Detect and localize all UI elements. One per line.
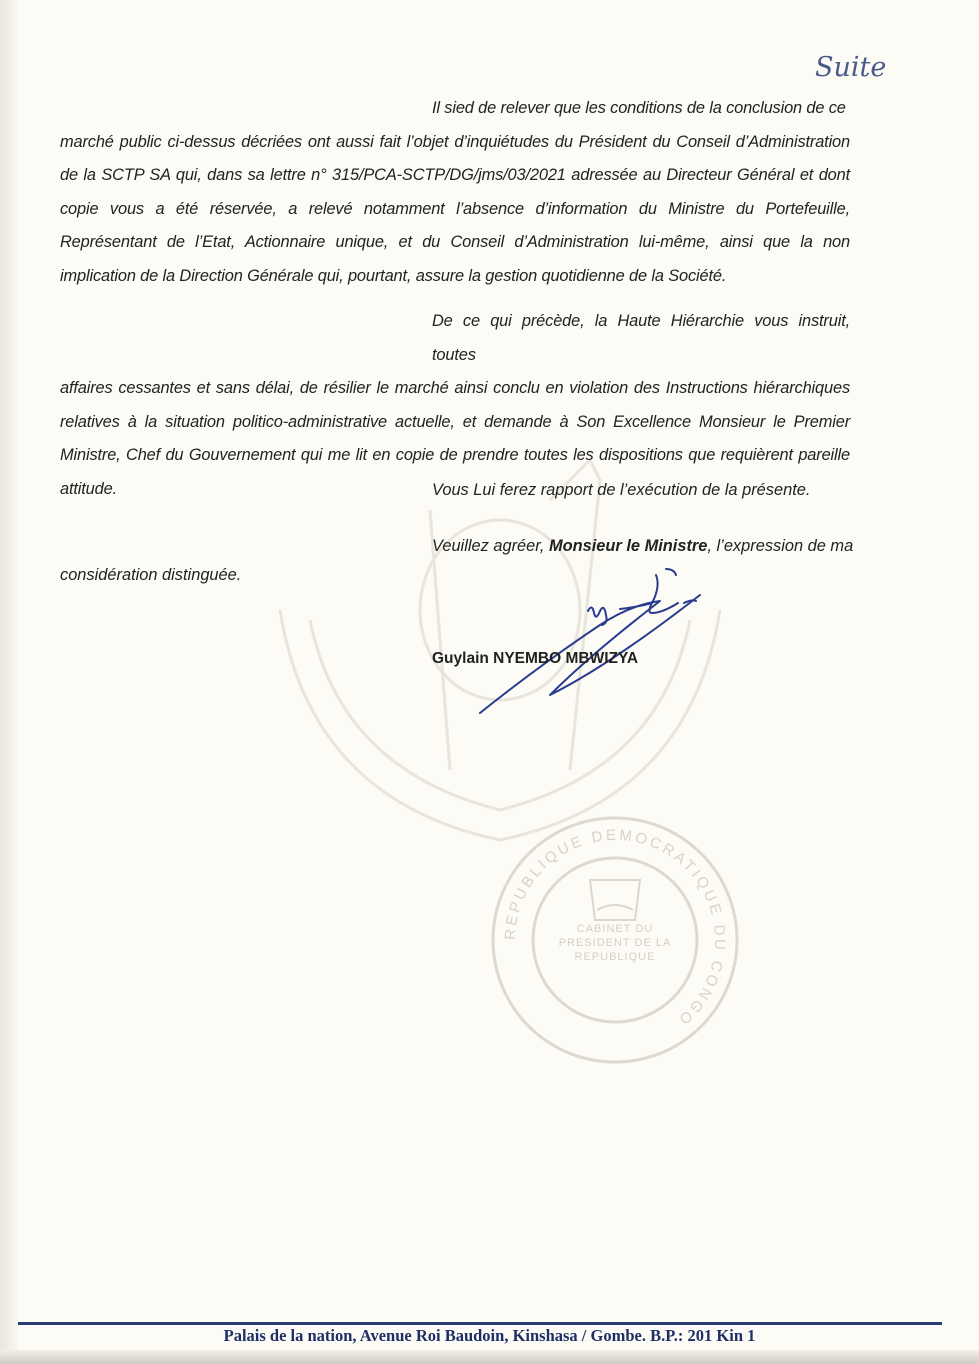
paragraph-1-first-line: Il sied de relever que les conditions de la conclusion de ce — [432, 99, 846, 117]
closing-after: , l’expression de ma — [707, 537, 854, 555]
svg-text:REPUBLIQUE DEMOCRATIQUE DU CON — [502, 827, 728, 1029]
footer-divider — [18, 1322, 942, 1325]
closing-tail: considération distinguée. — [60, 566, 242, 584]
paragraph-1-body: marché public ci-dessus décriées ont aussi fait l’objet d’inquiétudes du Président du Conseil d’Administration de la SCTP SA qui, dans sa lettre n° 315/PCA-SCTP/DG/jms/03/2021 adressée au Directeur Général et dont copie vous a été réservée, a relevé notamment l’absence d’information du Ministre du Portefeuille, Représentant de l’Etat, Actionnaire unique, et du Conseil d’Administration lui-même, ainsi que la non implication de la Direction Générale qui, pourtant, assure la gestion quotidienne de la Société. — [60, 132, 850, 285]
handwritten-signature — [470, 565, 730, 725]
presidential-stamp — [485, 810, 745, 1070]
paragraph-2 — [60, 305, 850, 506]
report-line: Vous Lui ferez rapport de l’exécution de la présente. — [432, 481, 811, 499]
stamp-outer-text: REPUBLIQUE DEMOCRATIQUE DU CONGO — [501, 826, 729, 1030]
closing-addressee: Monsieur le Ministre — [548, 537, 708, 555]
closing-formula — [432, 537, 853, 556]
continuation-note: Suite — [815, 52, 887, 83]
stamp-inner-text: CABINET DU PRESIDENT DE LA REPUBLIQUE — [558, 923, 672, 963]
paragraph-2-body: affaires cessantes et sans délai, de résilier le marché ainsi conclu en violation des Instructions hiérarchiques relatives à la situation politico-administrative actuelle, et demande à Son Excellence Monsieur le Premier Ministre, Chef du Gouvernement qui me lit en copie de prendre toutes les dispositions que requièrent pareille attitude. — [60, 379, 850, 498]
closing-before: Veuillez agréer, — [432, 537, 549, 555]
signatory-name: Guylain NYEMBO MBWIZYA — [432, 650, 639, 667]
footer-address: Palais de la nation, Avenue Roi Baudoin, Kinshasa / Gombe. B.P.: 201 Kin 1 — [223, 1326, 756, 1345]
paragraph-1 — [60, 92, 850, 293]
paragraph-2-first-line: De ce qui précède, la Haute Hiérarchie vous instruit, toutes — [432, 312, 850, 364]
scan-edge-shadow — [0, 0, 18, 1364]
scan-bottom-shadow — [0, 1350, 979, 1364]
